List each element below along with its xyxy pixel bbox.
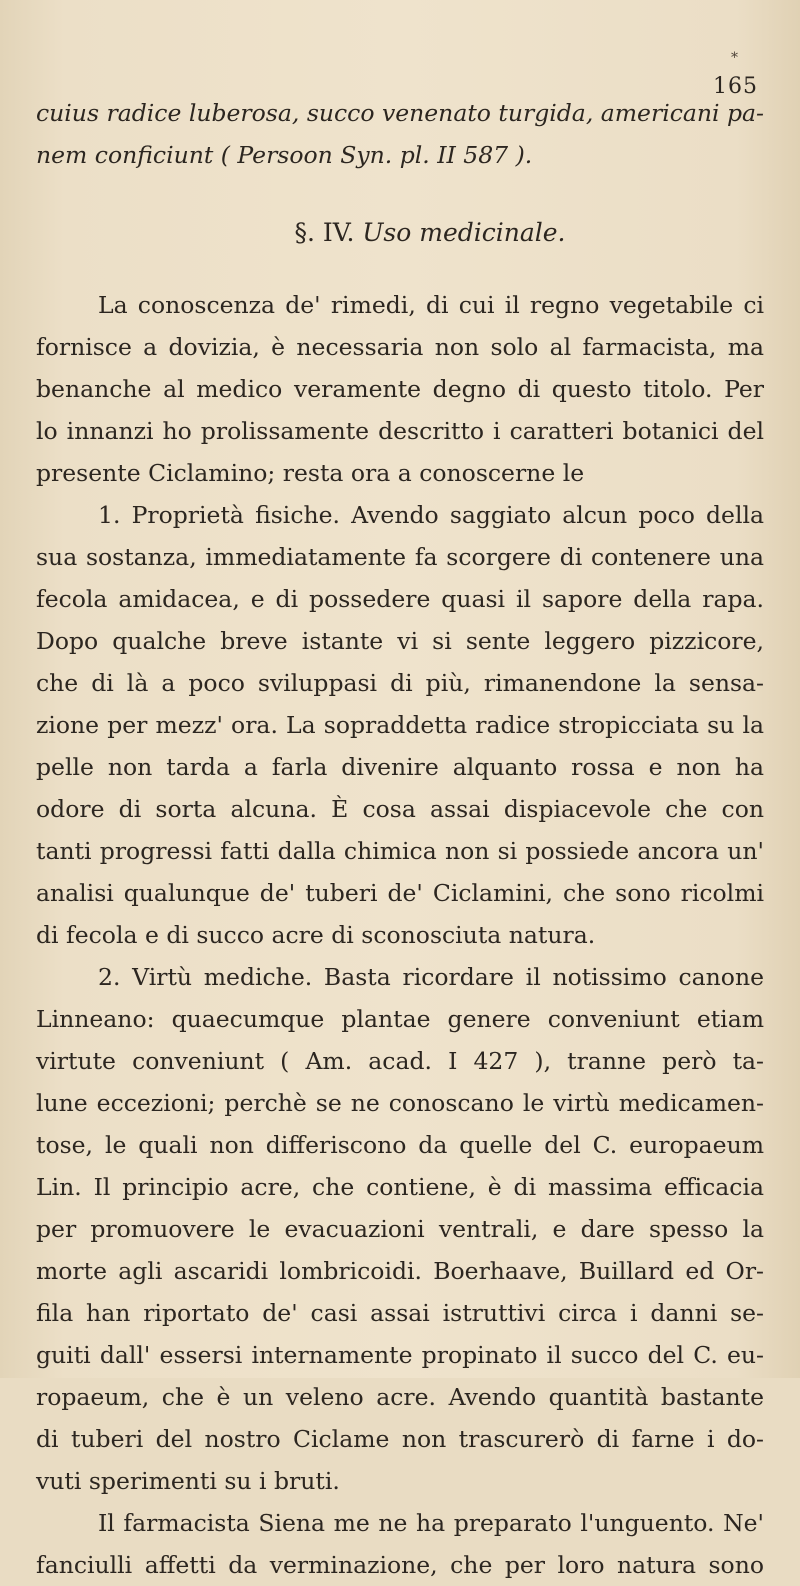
body-line: Il farmacista Siena me ne ha preparato l'unguento. Ne'	[98, 1509, 764, 1537]
body-line: 1. Proprietà fisiche. Avendo saggiato alcun poco della	[98, 501, 764, 529]
body-line: zione per mezz' ora. La sopraddetta radice stropicciata su la	[36, 711, 764, 739]
page-text	[36, 92, 764, 1586]
body-line: La conoscenza de' rimedi, di cui il regno vegetabile ci	[98, 291, 764, 319]
body-line: morte agli ascaridi lombricoidi. Boerhaave, Buillard ed Or-	[36, 1257, 764, 1285]
section-heading	[36, 212, 764, 254]
body-line: benanche al medico veramente degno di questo titolo. Per	[36, 375, 764, 403]
body-line: Dopo qualche breve istante vi si sente leggero pizzicore,	[36, 627, 764, 655]
body-line: fanciulli affetti da verminazione, che per loro natura sono	[36, 1551, 764, 1579]
body-line: tanti progressi fatti dalla chimica non si possiede ancora un'	[36, 837, 764, 865]
page-number: 165	[713, 74, 758, 99]
body-line: 2. Virtù mediche. Basta ricordare il notissimo canone	[98, 963, 764, 991]
body-line: analisi qualunque de' tuberi de' Ciclamini, che sono ricolmi	[36, 879, 764, 907]
body-line: presente Ciclamino; resta ora a conoscerne le	[36, 459, 585, 487]
body-line: Linneano: quaecumque plantae genere conveniunt etiam	[36, 1005, 764, 1033]
body-line: guiti dall' essersi internamente propinato il succo del C. eu-	[36, 1341, 764, 1369]
body-line: di tuberi del nostro Ciclame non trascurerò di farne i do-	[36, 1425, 764, 1453]
continuation-line: nem conficiunt ( Persoon Syn. pl. II 587 ).	[36, 141, 533, 169]
body-line: di fecola e di succo acre di sconosciuta natura.	[36, 921, 596, 949]
body-line: che di là a poco sviluppasi di più, rimanendone la sensa-	[36, 669, 764, 697]
body-line: pelle non tarda a farla divenire alquanto rossa e non ha	[36, 753, 764, 781]
marginal-mark: *	[731, 50, 738, 66]
section-number: §. IV.	[294, 218, 355, 247]
body-line: fila han riportato de' casi assai istruttivi circa i danni se-	[36, 1299, 764, 1327]
continuation-line: cuius radice luberosa, succo venenato turgida, americani pa-	[36, 99, 764, 127]
body-line: fecola amidacea, e di possedere quasi il sapore della rapa.	[36, 585, 764, 613]
body-line: lo innanzi ho prolissamente descritto i caratteri botanici del	[36, 417, 764, 445]
section-title: Uso medicinale.	[362, 218, 566, 247]
body-line: odore di sorta alcuna. È cosa assai dispiacevole che con	[36, 795, 764, 823]
body-line: Lin. Il principio acre, che contiene, è di massima efficacia	[36, 1173, 764, 1201]
body-line: per promuovere le evacuazioni ventrali, e dare spesso la	[36, 1215, 764, 1243]
body-line: tose, le quali non differiscono da quelle del C. europaeum	[36, 1131, 764, 1159]
body-line: ropaeum, che è un veleno acre. Avendo quantità bastante	[36, 1383, 764, 1411]
body-line: lune eccezioni; perchè se ne conoscano le virtù medicamen-	[36, 1089, 764, 1117]
body-line: fornisce a dovizia, è necessaria non solo al farmacista, ma	[36, 333, 764, 361]
body-line: vuti sperimenti su i bruti.	[36, 1467, 340, 1495]
body-line: virtute conveniunt ( Am. acad. I 427 ), tranne però ta-	[36, 1047, 764, 1075]
body-line: sua sostanza, immediatamente fa scorgere di contenere una	[36, 543, 764, 571]
